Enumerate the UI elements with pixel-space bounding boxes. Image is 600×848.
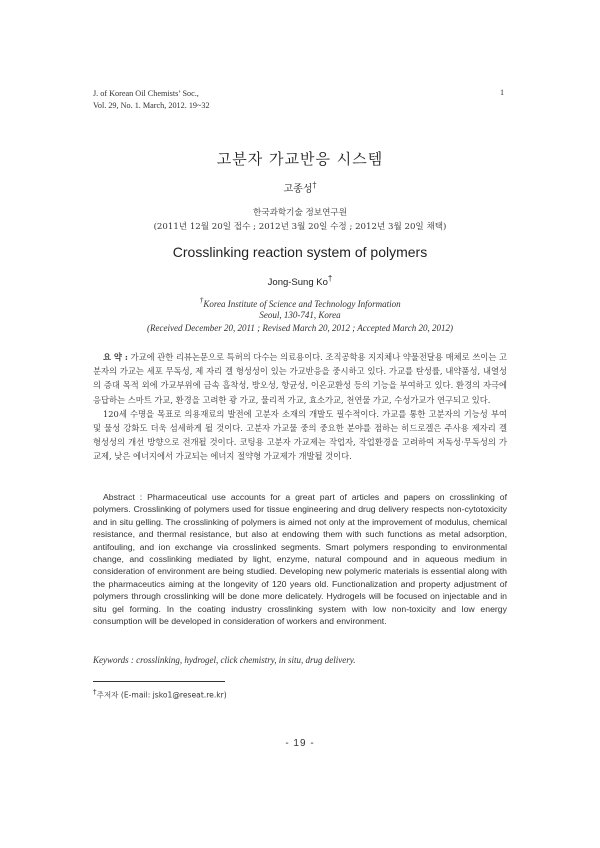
keywords: Keywords : crosslinking, hydrogel, click chemistry, in situ, drug delivery. xyxy=(93,655,356,665)
journal-line-1: J. of Korean Oil Chemists’ Soc., xyxy=(93,89,199,98)
journal-line-2: Vol. 29, No. 1. March, 2012. 19~32 xyxy=(93,101,210,110)
abstract-english-para xyxy=(93,491,507,627)
journal-citation xyxy=(93,88,210,112)
abstract-english-lead: Abstract : xyxy=(103,492,143,502)
author-english xyxy=(60,274,540,288)
author-english-mark: † xyxy=(327,274,333,283)
footnote-mark: † xyxy=(93,688,97,696)
abstract-english-text: Pharmaceutical use accounts for a great part of articles and papers on crosslinking of polymers. Crosslinking of polymers used for tissue engineering and drug delivery respects non-cytotoxicity and in situ gelling. The crosslinking of polymers is aimed not only at the improvement of modulus, chemical resistance, and thermal resistance, but also at endowing them with such functions as metal adsorption, antifouling, and ion exchange via crosslinked segments. Smart polymers responding to environmental change, and cosslinking mediated by light, enzyme, natural compound and in aqueous medium in consideration of environment are being studied. Developing new polymeric materials is essential along with the pharmaceutics aiming at the longevity of 120 years old. Functionalization and property adjustment of polymers through crosslinking will be done more delicately. Hydrogels will be focused on injectable and in situ gel forming. In the coating industry crosslinking system with low non-toxicity and low energy consumption will be developed in consideration of workers and environment. xyxy=(93,492,508,627)
author-korean xyxy=(60,180,540,195)
affiliation-english-name: Korea Institute of Science and Technology Information xyxy=(203,299,401,309)
affiliation-mark: † xyxy=(199,296,204,305)
author-english-name: Jong-Sung Ko xyxy=(267,277,328,289)
dates-korean: (2011년 12월 20일 접수 ; 2012년 3월 20일 수정 ; 2012년 3월 20일 채택) xyxy=(153,222,447,232)
abstract-korean-text-1: 가교에 관한 리뷰논문으로 특허의 다수는 의료용이다. 조직공학용 지지체나 약물전달용 매체로 쓰이는 고분자의 가교는 세포 무독성, 제 자리 겔 형성성이 있는 가교반응을 중시하고 있다. 가교를 탄성률, 내약품성, 내열성의 증대 목적 외에 가교부위에 금속 흡착성, 방오성, 항균성, 이온교환성 등의 기능을 부여하고 있다. 환경의 자극에 응답하는 스마트 가교, 환경을 고려한 광 가교, 물리적 가교, 효소가교, 천연물 가교, 수성가교가 연구되고 있다. xyxy=(93,352,507,405)
affiliation-english-address: Seoul, 130-741, Korea xyxy=(259,310,341,320)
author-korean-name: 고종성 xyxy=(283,184,313,195)
title-korean: 고분자 가교반응 시스템 xyxy=(216,150,384,168)
abstract-korean-para-1 xyxy=(93,350,507,407)
dates-english: (Received December 20, 2011 ; Revised March 20, 2012 ; Accepted March 20, 2012) xyxy=(147,323,453,333)
footnote-divider xyxy=(93,681,225,682)
abstract-korean xyxy=(93,350,507,464)
title-english: Crosslinking reaction system of polymers xyxy=(172,244,428,260)
affiliation-korean: 한국과학기술 정보연구원 xyxy=(252,208,348,218)
affiliation-english xyxy=(60,296,540,309)
bottom-page-number: - 19 - xyxy=(285,738,315,749)
abstract-korean-para-2: 120세 수명을 목표로 의용재료의 발전에 고분자 소재의 개발도 필수적이다. 가교를 통한 고분자의 기능성 부여 및 물성 강화도 더욱 섬세하게 될 것이다. 고분자 가교물 중의 중요한 분야를 점하는 히드로겔은 주사용 제자리 겔 형성성의 개선 방향으로 전개될 것이다. 코팅용 고분자 가교제는 작업자, 작업환경을 고려하여 저독성·무독성의 가교제, 낮은 에너지에서 가교되는 에너지 절약형 가교제가 개발될 것이다. xyxy=(93,408,507,462)
abstract-english xyxy=(93,491,507,627)
top-page-number: 1 xyxy=(500,88,505,97)
abstract-korean-lead: 요 약 : xyxy=(103,352,128,362)
author-korean-mark: † xyxy=(312,180,317,190)
footnote xyxy=(93,688,227,701)
footnote-text: 주저자 (E-mail: jsko1@reseat.re.kr) xyxy=(96,690,227,700)
